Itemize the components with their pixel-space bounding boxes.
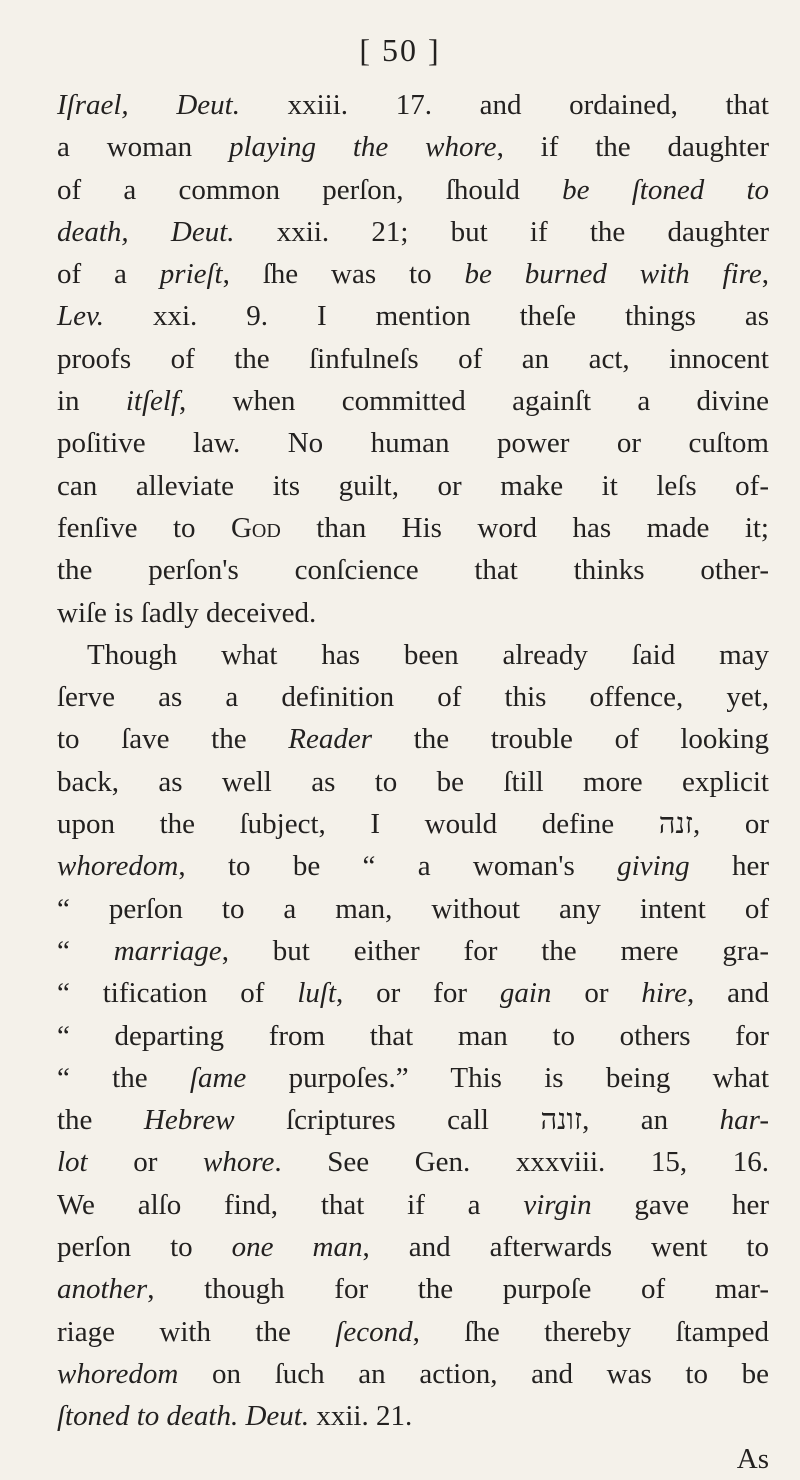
italic-text: Hebrew	[143, 1104, 235, 1137]
text-line	[57, 465, 769, 507]
text-line	[57, 803, 769, 845]
text-segment: , and afterwards went to	[362, 1231, 769, 1264]
text-segment: As	[736, 1442, 769, 1475]
text-segment: riage with the	[57, 1315, 336, 1348]
text-line	[57, 972, 769, 1014]
text-segment: xxi. 9. I mention theſe things as	[103, 300, 769, 333]
italic-text: gain	[499, 977, 552, 1010]
text-segment: , though for the purpoſe of mar-	[147, 1273, 769, 1306]
text-segment: fenſive to	[57, 511, 231, 544]
text-segment: “ departing from that man to others for	[57, 1019, 769, 1052]
text-segment: the	[57, 1104, 144, 1137]
text-line	[57, 634, 769, 676]
italic-text: whoredom	[57, 1357, 179, 1390]
text-segment: a woman	[57, 131, 229, 164]
text-segment: ſerve as a definition of this offence, yet,	[57, 681, 769, 714]
italic-text: Lev.	[57, 300, 104, 333]
text-segment: purpoſes.” This is being what	[246, 1061, 769, 1094]
text-line	[57, 718, 769, 760]
text-segment: perſon to	[57, 1231, 232, 1264]
text-line	[57, 380, 769, 422]
text-line	[57, 84, 769, 126]
text-line	[57, 1311, 769, 1353]
italic-text: ſtoned to death. Deut.	[57, 1400, 310, 1433]
text-line	[57, 422, 769, 464]
text-segment: Though what has been already ſaid may	[87, 638, 769, 671]
text-segment: back, as well as to be ſtill more explicit	[57, 765, 769, 798]
text-segment: can alleviate its guilt, or make it leſs of-	[57, 469, 769, 502]
text-line	[57, 549, 769, 591]
text-segment: poſitive law. No human power or cuſtom	[57, 427, 769, 460]
text-segment: upon the ſubject, I would define זנה, or	[57, 808, 769, 841]
text-line	[57, 761, 769, 803]
italic-text: prieſt	[159, 258, 223, 291]
italic-text: whoredom	[57, 850, 179, 883]
text-line	[57, 507, 769, 549]
text-segment: , to be “ a woman's	[178, 850, 618, 883]
text-line	[57, 1099, 769, 1141]
italic-text: one man	[231, 1231, 363, 1264]
italic-text: playing the whore	[228, 131, 497, 164]
page-number: [ 50 ]	[359, 32, 441, 68]
text-segment: of a	[57, 258, 160, 291]
text-line	[57, 888, 769, 930]
text-line	[57, 845, 769, 887]
text-segment: . See Gen. xxxviii. 15, 16.	[274, 1146, 769, 1179]
italic-text: marriage	[113, 934, 222, 967]
italic-text: har-	[719, 1104, 769, 1137]
italic-text: ſame	[189, 1061, 247, 1094]
text-line	[57, 1395, 769, 1437]
text-segment: , ſhe thereby ſtamped	[412, 1315, 769, 1348]
text-segment: the perſon's conſcience that thinks other-	[57, 554, 769, 587]
italic-text: giving	[617, 850, 690, 883]
italic-text: lot	[57, 1146, 88, 1179]
text-segment: ,	[761, 258, 769, 291]
text-line	[57, 126, 769, 168]
text-line	[57, 1268, 769, 1310]
text-segment: , or for	[336, 977, 500, 1010]
text-segment: , ſhe was to	[222, 258, 465, 291]
text-body	[57, 84, 769, 1480]
text-segment: “ tification of	[57, 977, 298, 1010]
text-segment: the trouble of looking	[372, 723, 769, 756]
italic-text: itſelf	[125, 385, 180, 418]
small-caps-text: God	[230, 511, 281, 544]
text-line	[57, 1057, 769, 1099]
italic-text: be burned with fire	[464, 258, 762, 291]
italic-text: virgin	[523, 1188, 592, 1221]
text-line	[57, 1015, 769, 1057]
text-segment: of a common perſon, ſhould	[57, 173, 563, 206]
text-segment: wiſe is ſadly deceived.	[57, 596, 317, 629]
text-segment: than His word has made it;	[280, 511, 769, 544]
text-segment: to ſave the	[57, 723, 289, 756]
text-segment: xxiii. 17. and ordained, that	[239, 89, 769, 121]
text-line	[57, 338, 769, 380]
text-segment: ſcriptures call זונה, an	[234, 1104, 720, 1137]
text-line	[57, 1141, 769, 1183]
text-segment: proofs of the ſinfulneſs of an act, innocent	[57, 342, 769, 375]
text-segment: “ the	[57, 1061, 190, 1094]
italic-text: another	[57, 1273, 148, 1306]
text-line	[57, 169, 769, 211]
italic-text: Reader	[288, 723, 373, 756]
italic-text: Iſrael, Deut.	[57, 89, 240, 121]
text-segment: her	[689, 850, 769, 883]
text-segment: or	[87, 1146, 203, 1179]
text-segment: “	[57, 934, 114, 967]
italic-text: death, Deut.	[57, 215, 235, 248]
text-line	[57, 592, 769, 634]
text-segment: “ perſon to a man, without any intent of	[57, 892, 769, 925]
text-segment: xxii. 21.	[309, 1400, 413, 1433]
italic-text: ſecond	[335, 1315, 413, 1348]
text-segment: , and	[687, 977, 769, 1010]
text-segment: in	[57, 385, 126, 418]
text-line	[57, 1226, 769, 1268]
text-line	[57, 295, 769, 337]
text-line	[57, 1353, 769, 1395]
catchword	[57, 1438, 769, 1480]
text-line	[57, 676, 769, 718]
text-segment: , but either for the mere gra-	[221, 934, 769, 967]
text-segment: , when committed againſt a divine	[179, 385, 769, 418]
text-segment: xxii. 21; but if the daughter	[234, 215, 769, 248]
italic-text: be ſtoned to	[562, 173, 769, 206]
italic-text: whore	[202, 1146, 275, 1179]
text-segment: We alſo find, that if a	[57, 1188, 524, 1221]
text-line	[57, 211, 769, 253]
italic-text: luſt	[297, 977, 337, 1010]
text-segment: , if the daughter	[496, 131, 770, 164]
text-segment: on ſuch an action, and was to be	[178, 1357, 769, 1390]
text-segment: or	[551, 977, 642, 1010]
text-segment: gave her	[591, 1188, 769, 1221]
italic-text: hire	[641, 977, 687, 1010]
text-line	[57, 930, 769, 972]
text-line	[57, 1184, 769, 1226]
text-line	[57, 253, 769, 295]
